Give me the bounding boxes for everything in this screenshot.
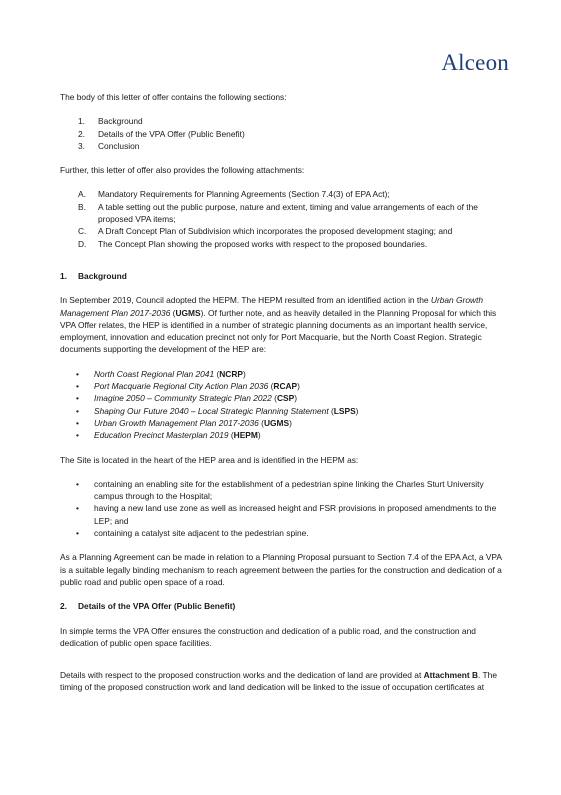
list-text: Urban Growth Management Plan 2017-2036 (UGMS) (94, 417, 292, 428)
site-items-list (60, 478, 508, 539)
text-run: Details with respect to the proposed construction works and the dedication of land are provided at (60, 670, 424, 681)
list-item (60, 478, 508, 503)
section-heading-background (60, 270, 508, 282)
doc-name: Education Precinct Masterplan 2019 (94, 430, 229, 441)
list-marker: C. (78, 226, 87, 237)
bullet-icon: • (76, 405, 79, 416)
bullet-icon: • (76, 417, 79, 428)
list-text: Education Precinct Masterplan 2019 (HEPM) (94, 430, 261, 441)
site-intro-paragraph: The Site is located in the heart of the HEP area and is identified in the HEPM as: (60, 454, 359, 465)
list-text: Port Macquarie Regional City Action Plan 2036 (RCAP) (94, 381, 300, 392)
list-text: The Concept Plan showing the proposed works with respect to the proposed boundaries. (98, 238, 428, 249)
list-item (60, 128, 508, 140)
doc-name: Imagine 2050 – Community Strategic Plan 2022 (94, 393, 272, 404)
bullet-icon: • (76, 368, 79, 379)
alceon-logo: Alceon (441, 50, 509, 75)
bullet-icon: • (76, 430, 79, 441)
list-text: Details of the VPA Offer (Public Benefit) (98, 128, 245, 139)
intro-paragraph: The body of this letter of offer contains the following sections: (60, 92, 287, 102)
text-run: . The timing of the proposed construction work and land dedication will be linked to the issue of occupation certificates at (60, 670, 497, 693)
doc-abbr: UGMS (263, 417, 290, 428)
list-marker: D. (78, 238, 87, 249)
list-item (60, 201, 508, 226)
heading-number: 2. (60, 601, 67, 612)
heading-text: Details of the VPA Offer (Public Benefit) (78, 601, 236, 612)
list-marker: A. (78, 189, 86, 200)
bullet-icon: • (76, 528, 79, 539)
list-item (60, 238, 508, 250)
offer-paragraph: In simple terms the VPA Offer ensures the construction and dedication of a public road, and the construction and dedication of public open space facilities. (60, 625, 476, 648)
list-item (60, 527, 508, 539)
list-marker: 2. (78, 128, 85, 139)
letter-body (60, 91, 508, 694)
bullet-icon: • (76, 393, 79, 404)
doc-name: Urban Growth Management Plan 2017-2036 (94, 417, 259, 428)
text-run: In September 2019, Council adopted the HEPM. The HEPM resulted from an identified action in the (60, 295, 431, 306)
section-heading-vpa-offer (60, 600, 508, 612)
list-text: containing an enabling site for the establishment of a pedestrian spine linking the Charles Sturt University campus through to the Hospital; (94, 478, 484, 502)
list-text: Mandatory Requirements for Planning Agreements (Section 7.4(3) of EPA Act); (98, 189, 390, 200)
list-text: Shaping Our Future 2040 – Local Strategic Planning Statement (LSPS) (94, 405, 359, 416)
doc-name: North Coast Regional Plan 2041 (94, 368, 215, 379)
vpa-paragraph: As a Planning Agreement can be made in relation to a Planning Proposal pursuant to Section 7.4 of the EPA Act, a VPA is a suitable legally binding mechanism to reach agreement between the parties for the construction and dedication of a public road and public open space of a road. (60, 552, 502, 587)
text-run-bold: UGMS (175, 307, 201, 318)
list-text: A table setting out the public purpose, nature and extent, timing and value arrangements of each of the proposed VPA items; (98, 201, 478, 225)
background-paragraph (60, 294, 508, 355)
list-item (60, 380, 508, 392)
details-paragraph (60, 669, 508, 694)
bullet-icon: • (76, 381, 79, 392)
doc-abbr: RCAP (273, 381, 298, 392)
list-text: containing a catalyst site adjacent to the pedestrian spine. (94, 528, 309, 539)
list-text: A Draft Concept Plan of Subdivision which incorporates the proposed development staging; and (98, 226, 453, 237)
text-run: ( (170, 307, 176, 318)
list-item (60, 115, 508, 127)
doc-abbr: NCRP (219, 368, 243, 379)
list-text: having a new land use zone as well as increased height and FSR provisions in proposed amendments to the LEP; and (94, 503, 497, 526)
attachments-intro: Further, this letter of offer also provides the following attachments: (60, 165, 305, 176)
list-marker: 3. (78, 140, 85, 151)
list-item (60, 392, 508, 404)
list-text: Conclusion (98, 140, 140, 151)
text-run-bold: Attachment B (423, 670, 479, 681)
heading-number: 1. (60, 270, 67, 281)
list-item (60, 140, 508, 152)
doc-name: Port Macquarie Regional City Action Plan 2036 (94, 381, 269, 392)
list-item (60, 417, 508, 429)
list-item (60, 502, 508, 527)
list-item (60, 429, 508, 441)
bullet-icon: • (76, 478, 79, 489)
list-item (60, 368, 508, 380)
sections-list (60, 115, 508, 152)
attachments-list (60, 188, 508, 249)
list-text: Background (98, 116, 143, 127)
list-item (60, 225, 508, 237)
doc-abbr: LSPS (333, 405, 356, 416)
list-marker: B. (78, 201, 86, 212)
text-run-italic: Urban Growth Management Plan 2017-2036 (60, 295, 484, 318)
text-run: ). Of further note, and as heavily detailed in the Planning Proposal for which this VPA Offer relates, the HEP is identified in a number of strategic planning documents as an important health service, employment, innovation and education precinct not only for Port Macquarie, but the North Coast Region. Strategic documents supporting the development of the HEP are: (60, 307, 497, 355)
bullet-icon: • (76, 503, 79, 514)
heading-text: Background (78, 270, 127, 281)
doc-name: Shaping Our Future 2040 – Local Strategic Planning Statement (94, 405, 329, 416)
strategic-documents-list (60, 368, 508, 442)
list-marker: 1. (78, 116, 85, 127)
doc-abbr: HEPM (233, 430, 258, 441)
list-text: Imagine 2050 – Community Strategic Plan 2022 (CSP) (94, 393, 297, 404)
list-text: North Coast Regional Plan 2041 (NCRP) (94, 368, 246, 379)
list-item (60, 405, 508, 417)
list-item (60, 188, 508, 200)
doc-abbr: CSP (276, 393, 295, 404)
